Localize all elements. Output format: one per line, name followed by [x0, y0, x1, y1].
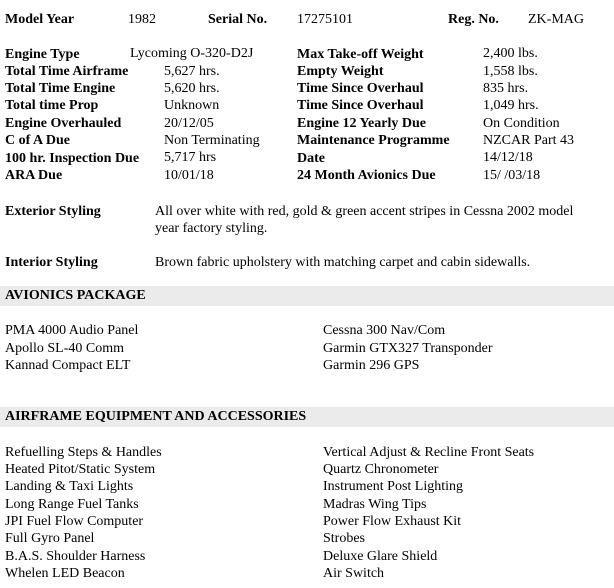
spec-label: Maintenance Programme: [297, 133, 450, 148]
spec-label: Time Since Overhaul: [297, 81, 424, 96]
list-item: B.A.S. Shoulder Harness: [5, 549, 146, 564]
spec-label: 24 Month Avionics Due: [297, 168, 436, 183]
spec-value: 5,627 hrs.: [164, 64, 220, 79]
spec-label: Date: [297, 151, 325, 166]
interior-styling-text: Brown fabric upholstery with matching carpet and cabin sidewalls.: [155, 255, 531, 270]
serial-value: 17275101: [297, 12, 353, 27]
spec-value: 14/12/18: [483, 150, 533, 165]
spec-label: Engine Overhauled: [5, 116, 122, 131]
list-item: Refuelling Steps & Handles: [5, 445, 162, 460]
spec-label: ARA Due: [5, 168, 63, 183]
reg-value: ZK-MAG: [528, 12, 584, 27]
reg-label: Reg. No.: [448, 12, 499, 27]
list-item: Garmin 296 GPS: [323, 358, 420, 373]
exterior-styling-label: Exterior Styling: [5, 204, 101, 219]
spec-value: 1,558 lbs.: [483, 64, 538, 79]
model-year-label: Model Year: [5, 12, 75, 27]
spec-label: Max Take-off Weight: [297, 47, 424, 62]
spec-label: Time Since Overhaul: [297, 98, 424, 113]
spec-value: 2,400 lbs.: [483, 46, 538, 61]
list-item: JPI Fuel Flow Computer: [5, 514, 144, 529]
spec-value: 5,620 hrs.: [164, 81, 220, 96]
list-item: Kannad Compact ELT: [5, 358, 131, 373]
spec-value: 1,049 hrs.: [483, 98, 539, 113]
list-item: Vertical Adjust & Recline Front Seats: [323, 445, 535, 460]
list-item: Landing & Taxi Lights: [5, 479, 134, 494]
list-item: Madras Wing Tips: [323, 497, 427, 512]
list-item: Heated Pitot/Static System: [5, 462, 156, 477]
spec-label: Total time Prop: [5, 98, 99, 113]
airframe-section-header: [0, 407, 614, 427]
spec-value: 835 hrs.: [483, 81, 529, 96]
list-item: Air Switch: [323, 566, 385, 581]
list-item: Long Range Fuel Tanks: [5, 497, 139, 512]
spec-value: 20/12/05: [164, 116, 214, 131]
spec-value: Lycoming O-320-D2J: [130, 46, 254, 61]
spec-value: 10/01/18: [164, 168, 214, 183]
spec-label: 100 hr. Inspection Due: [5, 151, 140, 166]
list-item: Quartz Chronometer: [323, 462, 439, 477]
model-year-value: 1982: [128, 12, 156, 27]
list-item: Instrument Post Lighting: [323, 479, 463, 494]
spec-label: Total Time Airframe: [5, 64, 129, 79]
spec-label: Total Time Engine: [5, 81, 116, 96]
exterior-styling-line1: All over white with red, gold & green accent stripes in Cessna 2002 model: [155, 204, 574, 219]
spec-label: Engine 12 Yearly Due: [297, 116, 426, 131]
avionics-section-header: [0, 286, 614, 306]
serial-label: Serial No.: [208, 12, 268, 27]
interior-styling-label: Interior Styling: [5, 255, 98, 270]
spec-label: Empty Weight: [297, 64, 384, 79]
avionics-section-title: AVIONICS PACKAGE: [5, 288, 146, 303]
list-item: Garmin GTX327 Transponder: [323, 341, 493, 356]
spec-value: 5,717 hrs: [164, 150, 217, 165]
list-item: Power Flow Exhaust Kit: [323, 514, 462, 529]
list-item: Cessna 300 Nav/Com: [323, 323, 446, 338]
list-item: PMA 4000 Audio Panel: [5, 323, 139, 338]
list-item: Full Gyro Panel: [5, 531, 95, 546]
spec-label: Engine Type: [5, 47, 80, 62]
spec-value: NZCAR Part 43: [483, 133, 574, 148]
spec-value: Non Terminating: [164, 133, 260, 148]
list-item: Strobes: [323, 531, 365, 546]
list-item: Deluxe Glare Shield: [323, 549, 438, 564]
spec-label: C of A Due: [5, 133, 70, 148]
spec-value: On Condition: [483, 116, 560, 131]
airframe-section-title: AIRFRAME EQUIPMENT AND ACCESSORIES: [5, 409, 307, 424]
list-item: Whelen LED Beacon: [5, 566, 125, 581]
list-item: Apollo SL-40 Comm: [5, 341, 125, 356]
exterior-styling-line2: year factory styling.: [155, 221, 268, 236]
spec-value: 15/ /03/18: [483, 168, 541, 183]
spec-value: Unknown: [164, 98, 220, 113]
